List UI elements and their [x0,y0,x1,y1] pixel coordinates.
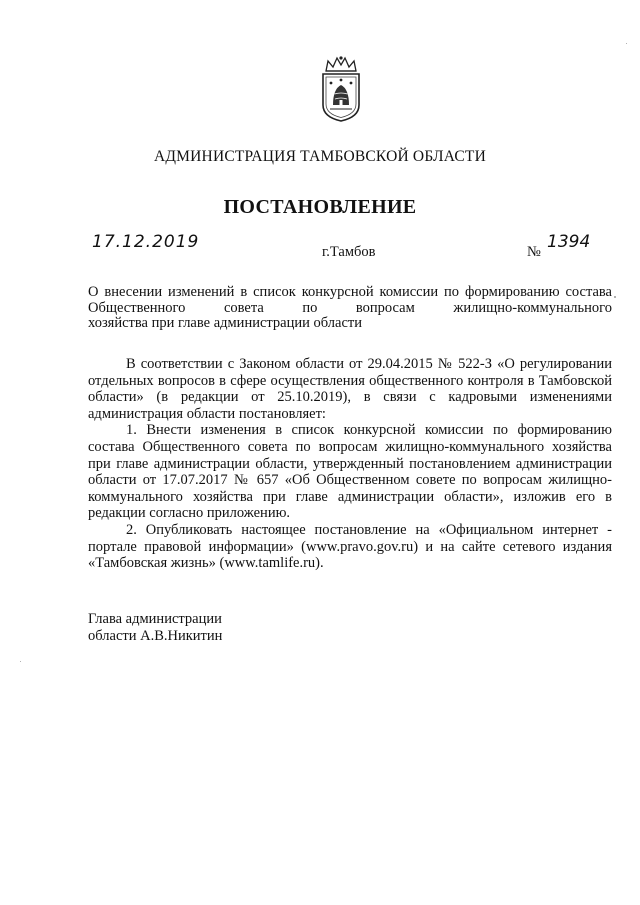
document-type-title: ПОСТАНОВЛЕНИЕ [223,196,417,218]
signature-name: области А.В.Никитин [88,628,223,644]
preamble-paragraph: В соответствии с Законом области от 29.04.2015 № 522-З «О регулировании отдельных вопросов в сфере осуществления общественного контроля в Тамбовской области» (в редакции от 25.10.2019), в связи с кадровыми изменениями администрация области постановляет: [88,356,612,422]
resolution-item-1: 1. Внести изменения в список конкурсной комиссии по формированию состава Общественного совета по вопросам жилищно-коммунального хозяйства при главе администрации области, утвержденный постановлением администрации области от 17.07.2017 № 657 «Об Общественном совете по вопросам жилищно-коммунального хозяйства при главе администрации области», изложив его в редакции согласно приложению. [88,422,612,522]
subject-line-last: хозяйства при главе администрации области [88,315,362,331]
scan-speck [20,661,21,662]
signature-position: Глава администрации [88,611,222,627]
subject-line: О внесении изменений в список конкурсной комиссии по формированию состава Общественного совета по вопросам жилищно-коммунального [88,284,612,316]
document-number-label: № [527,244,541,260]
handwritten-document-number: 1394 [547,232,591,252]
handwritten-date: 17.12.2019 [92,232,200,252]
resolution-item-2: 2. Опубликовать настоящее постановление на «Официальном интернет - портале правовой информации» (www.pravo.gov.ru) и на сайте сетевого издания «Тамбовская жизнь» (www.tamlife.ru). [88,521,612,572]
scan-speck [614,296,616,298]
signature-block [88,611,222,645]
document-body [88,356,612,572]
coat-of-arms-icon [318,55,364,123]
organization-title: АДМИНИСТРАЦИЯ ТАМБОВСКОЙ ОБЛАСТИ [154,148,486,165]
scan-speck [626,43,627,44]
document-subject [88,285,612,332]
city-name: г.Тамбов [322,244,376,260]
